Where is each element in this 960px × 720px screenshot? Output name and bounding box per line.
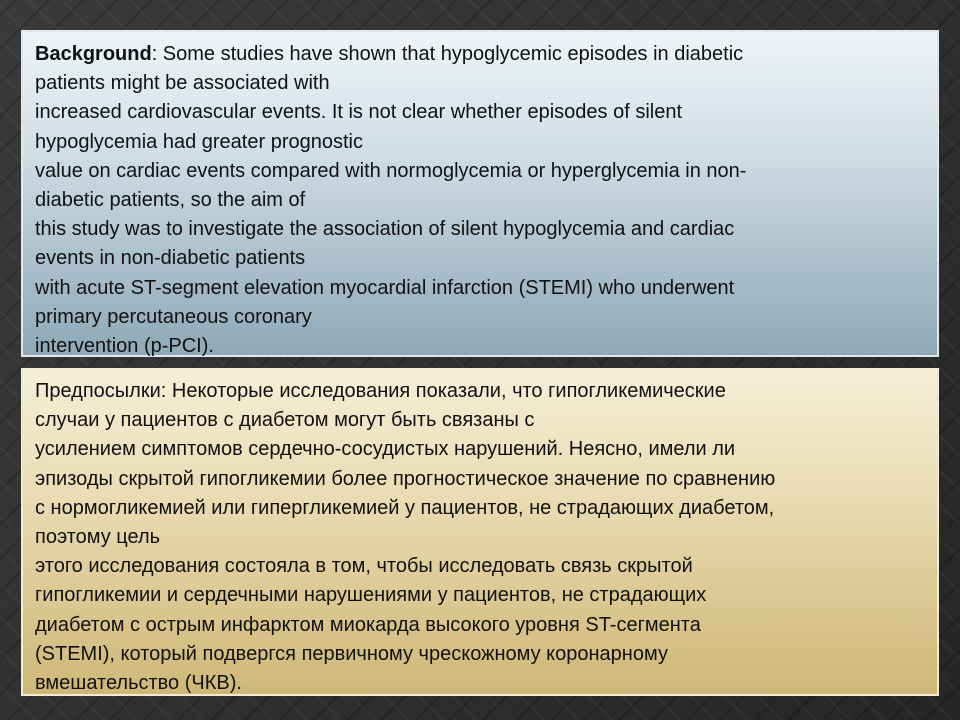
english-line: events in non-diabetic patients [35, 247, 306, 270]
english-line: increased cardiovascular events. It is not clear whether episodes of silent [35, 101, 683, 124]
english-line: value on cardiac events compared with normoglycemia or hyperglycemia in non- [35, 159, 747, 182]
russian-translation-box [21, 368, 939, 696]
russian-line: Предпосылки: Некоторые исследования показали, что гипогликемические [35, 380, 726, 402]
russian-line: вмешательство (ЧКВ). [35, 672, 242, 695]
english-line: with acute ST-segment elevation myocardial infarction (STEMI) who underwent [35, 276, 735, 299]
russian-line: этого исследования состояла в том, чтобы исследовать связь скрытой [35, 555, 693, 578]
russian-line: усилением симптомов сердечно-сосудистых нарушений. Неясно, имели ли [35, 438, 736, 461]
english-line: intervention (p-PCI). [35, 335, 214, 358]
russian-line: гипогликемии и сердечными нарушениями у пациентов, не страдающих [35, 584, 707, 607]
russian-line: поэтому цель [35, 526, 161, 549]
english-line: hypoglycemia had greater prognostic [35, 130, 363, 153]
english-line: this study was to investigate the association of silent hypoglycemia and cardiac [35, 218, 735, 241]
english-abstract-box [21, 30, 939, 357]
russian-line: с нормогликемией или гипергликемией у пациентов, не страдающих диабетом, [35, 496, 775, 519]
russian-line: случаи у пациентов с диабетом могут быть связаны с [35, 409, 535, 432]
english-line: diabetic patients, so the aim of [35, 189, 306, 212]
background-heading: Background [35, 43, 152, 65]
russian-line: эпизоды скрытой гипогликемии более прогностическое значение по сравнению [35, 467, 776, 490]
english-line: primary percutaneous coronary [35, 305, 312, 328]
russian-line: диабетом с острым инфарктом миокарда высокого уровня ST-сегмента [35, 613, 701, 636]
english-line: patients might be associated with [35, 72, 330, 95]
english-first-line-text: : Some studies have shown that hypoglycemic episodes in diabetic [151, 43, 744, 65]
english-line [35, 40, 923, 69]
russian-line: (STEMI), который подвергся первичному чрескожному коронарному [35, 642, 668, 665]
